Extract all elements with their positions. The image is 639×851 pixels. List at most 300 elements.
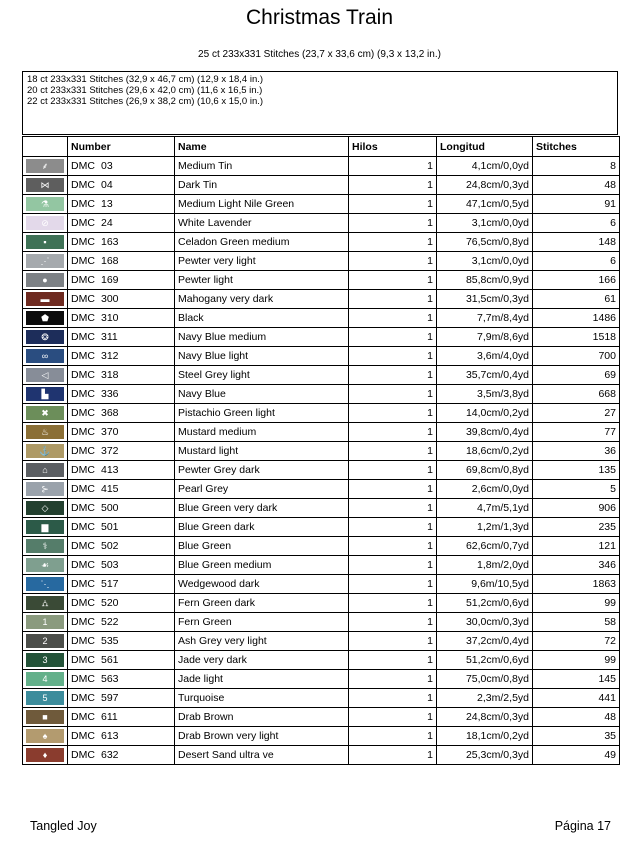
symbol-icon: 2 — [42, 635, 48, 646]
hilos-cell: 1 — [349, 290, 437, 309]
hilos-cell: 1 — [349, 214, 437, 233]
symbol-icon: ● — [42, 274, 48, 285]
thread-code: 517 — [101, 578, 119, 590]
thread-code: 413 — [101, 464, 119, 476]
color-cell — [23, 651, 68, 670]
color-swatch — [26, 406, 64, 420]
longitud-cell: 3,1cm/0,0yd — [437, 214, 533, 233]
name-cell: Wedgewood dark — [175, 575, 349, 594]
symbol-icon: ⚗ — [40, 198, 50, 209]
table-row — [23, 480, 620, 499]
thread-code: 561 — [101, 654, 119, 666]
brand-label: DMC — [71, 274, 95, 286]
color-cell — [23, 404, 68, 423]
color-swatch — [26, 444, 64, 458]
brand-label: DMC — [71, 483, 95, 495]
hilos-cell: 1 — [349, 556, 437, 575]
number-cell — [68, 271, 175, 290]
table-row — [23, 404, 620, 423]
header-longitud: Longitud — [437, 137, 533, 157]
longitud-cell: 2,3m/2,5yd — [437, 689, 533, 708]
thread-code: 03 — [101, 160, 113, 172]
symbol-icon: ∞ — [41, 350, 49, 361]
number-cell — [68, 442, 175, 461]
hilos-cell: 1 — [349, 233, 437, 252]
name-cell: Blue Green dark — [175, 518, 349, 537]
color-swatch — [26, 292, 64, 306]
thread-table — [22, 136, 620, 765]
longitud-cell: 1,2m/1,3yd — [437, 518, 533, 537]
color-swatch — [26, 615, 64, 629]
number-cell — [68, 195, 175, 214]
stitches-cell: 8 — [533, 157, 620, 176]
brand-label: DMC — [71, 236, 95, 248]
table-row — [23, 689, 620, 708]
table-row — [23, 176, 620, 195]
stitches-cell: 166 — [533, 271, 620, 290]
color-cell — [23, 252, 68, 271]
stitches-cell: 1486 — [533, 309, 620, 328]
color-swatch — [26, 425, 64, 439]
hilos-cell: 1 — [349, 461, 437, 480]
symbol-icon: ◇ — [41, 502, 49, 513]
name-cell: Black — [175, 309, 349, 328]
longitud-cell: 3,1cm/0,0yd — [437, 252, 533, 271]
hilos-cell: 1 — [349, 176, 437, 195]
longitud-cell: 76,5cm/0,8yd — [437, 233, 533, 252]
name-cell: Fern Green dark — [175, 594, 349, 613]
stitches-cell: 99 — [533, 594, 620, 613]
hilos-cell: 1 — [349, 632, 437, 651]
thread-code: 163 — [101, 236, 119, 248]
symbol-icon: ⋱ — [40, 578, 50, 589]
symbol-icon: ⬟ — [41, 312, 49, 323]
stitches-cell: 99 — [533, 651, 620, 670]
brand-label: DMC — [71, 673, 95, 685]
thread-code: 24 — [101, 217, 113, 229]
color-swatch — [26, 596, 64, 610]
hilos-cell: 1 — [349, 309, 437, 328]
hilos-cell: 1 — [349, 499, 437, 518]
longitud-cell: 4,7m/5,1yd — [437, 499, 533, 518]
number-cell — [68, 328, 175, 347]
name-cell: Blue Green very dark — [175, 499, 349, 518]
color-cell — [23, 233, 68, 252]
stitches-cell: 36 — [533, 442, 620, 461]
number-cell — [68, 670, 175, 689]
color-swatch — [26, 349, 64, 363]
thread-code: 520 — [101, 597, 119, 609]
color-swatch — [26, 159, 64, 173]
longitud-cell: 37,2cm/0,4yd — [437, 632, 533, 651]
table-row — [23, 328, 620, 347]
stitches-cell: 5 — [533, 480, 620, 499]
number-cell — [68, 575, 175, 594]
color-swatch — [26, 311, 64, 325]
brand-label: DMC — [71, 711, 95, 723]
color-cell — [23, 613, 68, 632]
symbol-icon: ◁ — [41, 369, 49, 380]
name-cell: Navy Blue medium — [175, 328, 349, 347]
hilos-cell: 1 — [349, 575, 437, 594]
stitches-cell: 58 — [533, 613, 620, 632]
table-header-row — [23, 137, 620, 157]
color-cell — [23, 632, 68, 651]
stitches-cell: 6 — [533, 214, 620, 233]
name-cell: Navy Blue light — [175, 347, 349, 366]
number-cell — [68, 746, 175, 765]
table-row — [23, 290, 620, 309]
number-cell — [68, 404, 175, 423]
hilos-cell: 1 — [349, 594, 437, 613]
longitud-cell: 47,1cm/0,5yd — [437, 195, 533, 214]
longitud-cell: 4,1cm/0,0yd — [437, 157, 533, 176]
number-cell — [68, 480, 175, 499]
longitud-cell: 85,8cm/0,9yd — [437, 271, 533, 290]
name-cell: Mustard medium — [175, 423, 349, 442]
color-swatch — [26, 482, 64, 496]
symbol-icon: ⊘ — [41, 217, 49, 228]
color-swatch — [26, 748, 64, 762]
table-row — [23, 746, 620, 765]
name-cell: Desert Sand ultra ve — [175, 746, 349, 765]
longitud-cell: 51,2cm/0,6yd — [437, 594, 533, 613]
color-cell — [23, 423, 68, 442]
hilos-cell: 1 — [349, 195, 437, 214]
color-cell — [23, 366, 68, 385]
color-cell — [23, 670, 68, 689]
table-row — [23, 347, 620, 366]
brand-label: DMC — [71, 407, 95, 419]
stitches-cell: 27 — [533, 404, 620, 423]
name-cell: Drab Brown very light — [175, 727, 349, 746]
thread-code: 13 — [101, 198, 113, 210]
thread-code: 168 — [101, 255, 119, 267]
thread-code: 563 — [101, 673, 119, 685]
table-row — [23, 309, 620, 328]
stitches-cell: 77 — [533, 423, 620, 442]
number-cell — [68, 423, 175, 442]
stitches-cell: 91 — [533, 195, 620, 214]
longitud-cell: 69,8cm/0,8yd — [437, 461, 533, 480]
table-row — [23, 594, 620, 613]
brand-label: DMC — [71, 559, 95, 571]
longitud-cell: 7,7m/8,4yd — [437, 309, 533, 328]
number-cell — [68, 727, 175, 746]
fabric-size-line: 22 ct 233x331 Stitches (26,9 x 38,2 cm) (10,6 x 15,0 in.) — [27, 96, 264, 107]
name-cell: Blue Green medium — [175, 556, 349, 575]
color-swatch — [26, 254, 64, 268]
color-cell — [23, 214, 68, 233]
color-swatch — [26, 273, 64, 287]
color-swatch — [26, 520, 64, 534]
table-row — [23, 195, 620, 214]
brand-label: DMC — [71, 445, 95, 457]
name-cell: Jade light — [175, 670, 349, 689]
symbol-icon: ▪ — [43, 236, 47, 247]
number-cell — [68, 347, 175, 366]
color-swatch — [26, 235, 64, 249]
color-cell — [23, 537, 68, 556]
table-row — [23, 575, 620, 594]
longitud-cell: 75,0cm/0,8yd — [437, 670, 533, 689]
color-swatch — [26, 710, 64, 724]
stitches-cell: 235 — [533, 518, 620, 537]
name-cell: White Lavender — [175, 214, 349, 233]
color-swatch — [26, 178, 64, 192]
name-cell: Pewter Grey dark — [175, 461, 349, 480]
brand-label: DMC — [71, 293, 95, 305]
symbol-icon: ☙ — [40, 559, 50, 570]
hilos-cell: 1 — [349, 328, 437, 347]
thread-code: 415 — [101, 483, 119, 495]
color-cell — [23, 499, 68, 518]
longitud-cell: 14,0cm/0,2yd — [437, 404, 533, 423]
brand-label: DMC — [71, 597, 95, 609]
color-swatch — [26, 197, 64, 211]
color-swatch — [26, 558, 64, 572]
brand-label: DMC — [71, 730, 95, 742]
thread-code: 368 — [101, 407, 119, 419]
number-cell — [68, 233, 175, 252]
color-swatch — [26, 653, 64, 667]
color-cell — [23, 157, 68, 176]
hilos-cell: 1 — [349, 385, 437, 404]
longitud-cell: 51,2cm/0,6yd — [437, 651, 533, 670]
color-swatch — [26, 672, 64, 686]
brand-label: DMC — [71, 160, 95, 172]
color-cell — [23, 176, 68, 195]
hilos-cell: 1 — [349, 727, 437, 746]
brand-label: DMC — [71, 388, 95, 400]
name-cell: Turquoise — [175, 689, 349, 708]
name-cell: Jade very dark — [175, 651, 349, 670]
table-row — [23, 556, 620, 575]
symbol-icon: ❂ — [41, 331, 49, 342]
brand-label: DMC — [71, 464, 95, 476]
number-cell — [68, 689, 175, 708]
hilos-cell: 1 — [349, 157, 437, 176]
number-cell — [68, 632, 175, 651]
stitches-cell: 6 — [533, 252, 620, 271]
name-cell: Fern Green — [175, 613, 349, 632]
longitud-cell: 18,6cm/0,2yd — [437, 442, 533, 461]
stitches-cell: 145 — [533, 670, 620, 689]
thread-code: 632 — [101, 749, 119, 761]
longitud-cell: 3,6m/4,0yd — [437, 347, 533, 366]
brand-label: DMC — [71, 749, 95, 761]
number-cell — [68, 176, 175, 195]
brand-label: DMC — [71, 331, 95, 343]
stitches-cell: 135 — [533, 461, 620, 480]
brand-label: DMC — [71, 369, 95, 381]
hilos-cell: 1 — [349, 537, 437, 556]
stitches-cell: 72 — [533, 632, 620, 651]
longitud-cell: 2,6cm/0,0yd — [437, 480, 533, 499]
thread-code: 500 — [101, 502, 119, 514]
symbol-icon: ▆ — [41, 521, 49, 532]
name-cell: Medium Tin — [175, 157, 349, 176]
thread-code: 613 — [101, 730, 119, 742]
number-cell — [68, 499, 175, 518]
table-row — [23, 670, 620, 689]
hilos-cell: 1 — [349, 651, 437, 670]
brand-label: DMC — [71, 540, 95, 552]
thread-code: 611 — [101, 711, 118, 723]
table-row — [23, 518, 620, 537]
table-row — [23, 252, 620, 271]
color-cell — [23, 290, 68, 309]
name-cell: Mustard light — [175, 442, 349, 461]
brand-label: DMC — [71, 578, 95, 590]
color-swatch — [26, 387, 64, 401]
footer-brand: Tangled Joy — [30, 819, 97, 833]
stitches-cell: 121 — [533, 537, 620, 556]
color-swatch — [26, 634, 64, 648]
color-cell — [23, 480, 68, 499]
hilos-cell: 1 — [349, 366, 437, 385]
color-cell — [23, 442, 68, 461]
stitches-cell: 69 — [533, 366, 620, 385]
thread-code: 370 — [101, 426, 119, 438]
brand-label: DMC — [71, 654, 95, 666]
thread-code: 501 — [101, 521, 119, 533]
number-cell — [68, 385, 175, 404]
hilos-cell: 1 — [349, 271, 437, 290]
name-cell: Blue Green — [175, 537, 349, 556]
footer-page-number: Página 17 — [554, 819, 611, 833]
longitud-cell: 35,7cm/0,4yd — [437, 366, 533, 385]
brand-label: DMC — [71, 635, 95, 647]
color-cell — [23, 556, 68, 575]
color-cell — [23, 518, 68, 537]
hilos-cell: 1 — [349, 480, 437, 499]
name-cell: Dark Tin — [175, 176, 349, 195]
number-cell — [68, 461, 175, 480]
number-cell — [68, 651, 175, 670]
brand-label: DMC — [71, 217, 95, 229]
longitud-cell: 31,5cm/0,3yd — [437, 290, 533, 309]
symbol-icon: ⸙ — [41, 160, 49, 171]
page-subtitle: 25 ct 233x331 Stitches (23,7 x 33,6 cm) (9,3 x 13,2 in.) — [198, 49, 441, 60]
stitches-cell: 48 — [533, 176, 620, 195]
color-cell — [23, 271, 68, 290]
number-cell — [68, 290, 175, 309]
brand-label: DMC — [71, 426, 95, 438]
table-row — [23, 233, 620, 252]
table-row — [23, 632, 620, 651]
color-cell — [23, 727, 68, 746]
table-row — [23, 423, 620, 442]
thread-code: 300 — [101, 293, 119, 305]
stitches-cell: 906 — [533, 499, 620, 518]
symbol-icon: ■ — [42, 711, 48, 722]
symbol-icon: ⊱ — [41, 483, 49, 494]
symbol-icon: 5 — [42, 692, 48, 703]
brand-label: DMC — [71, 255, 95, 267]
thread-code: 04 — [101, 179, 113, 191]
table-row — [23, 366, 620, 385]
header-hilos: Hilos — [349, 137, 437, 157]
number-cell — [68, 252, 175, 271]
number-cell — [68, 537, 175, 556]
brand-label: DMC — [71, 179, 95, 191]
color-cell — [23, 385, 68, 404]
table-row — [23, 385, 620, 404]
thread-code: 318 — [101, 369, 119, 381]
fabric-size-line: 20 ct 233x331 Stitches (29,6 x 42,0 cm) (11,6 x 16,5 in.) — [27, 85, 263, 96]
table-row — [23, 727, 620, 746]
name-cell: Pewter very light — [175, 252, 349, 271]
stitches-cell: 668 — [533, 385, 620, 404]
table-row — [23, 613, 620, 632]
brand-label: DMC — [71, 502, 95, 514]
table-row — [23, 442, 620, 461]
hilos-cell: 1 — [349, 404, 437, 423]
hilos-cell: 1 — [349, 708, 437, 727]
symbol-icon: ⚓ — [39, 445, 51, 456]
symbol-icon: ♦ — [42, 749, 48, 760]
name-cell: Drab Brown — [175, 708, 349, 727]
thread-code: 336 — [101, 388, 119, 400]
color-cell — [23, 594, 68, 613]
thread-code: 312 — [101, 350, 119, 362]
color-cell — [23, 347, 68, 366]
fabric-sizes-box — [22, 71, 618, 135]
longitud-cell: 24,8cm/0,3yd — [437, 176, 533, 195]
longitud-cell: 18,1cm/0,2yd — [437, 727, 533, 746]
thread-code: 372 — [101, 445, 119, 457]
stitches-cell: 49 — [533, 746, 620, 765]
symbol-icon: ✖ — [41, 407, 49, 418]
hilos-cell: 1 — [349, 518, 437, 537]
color-swatch — [26, 463, 64, 477]
longitud-cell: 24,8cm/0,3yd — [437, 708, 533, 727]
thread-rows — [23, 157, 620, 765]
longitud-cell: 3,5m/3,8yd — [437, 385, 533, 404]
stitches-cell: 346 — [533, 556, 620, 575]
stitches-cell: 61 — [533, 290, 620, 309]
name-cell: Mahogany very dark — [175, 290, 349, 309]
header-symbol — [23, 137, 68, 157]
table-row — [23, 214, 620, 233]
name-cell: Pistachio Green light — [175, 404, 349, 423]
symbol-icon: 1 — [42, 616, 48, 627]
symbol-icon: ♨ — [40, 426, 50, 437]
thread-code: 522 — [101, 616, 119, 628]
color-cell — [23, 461, 68, 480]
header-name: Name — [175, 137, 349, 157]
name-cell: Pewter light — [175, 271, 349, 290]
color-cell — [23, 689, 68, 708]
brand-label: DMC — [71, 616, 95, 628]
number-cell — [68, 157, 175, 176]
hilos-cell: 1 — [349, 746, 437, 765]
hilos-cell: 1 — [349, 347, 437, 366]
stitches-cell: 700 — [533, 347, 620, 366]
page-title: Christmas Train — [245, 6, 394, 29]
color-cell — [23, 328, 68, 347]
color-swatch — [26, 729, 64, 743]
thread-code: 311 — [101, 331, 118, 343]
longitud-cell: 62,6cm/0,7yd — [437, 537, 533, 556]
number-cell — [68, 518, 175, 537]
number-cell — [68, 594, 175, 613]
table-row — [23, 157, 620, 176]
thread-code: 310 — [101, 312, 119, 324]
symbol-icon: 3 — [42, 654, 48, 665]
color-cell — [23, 708, 68, 727]
